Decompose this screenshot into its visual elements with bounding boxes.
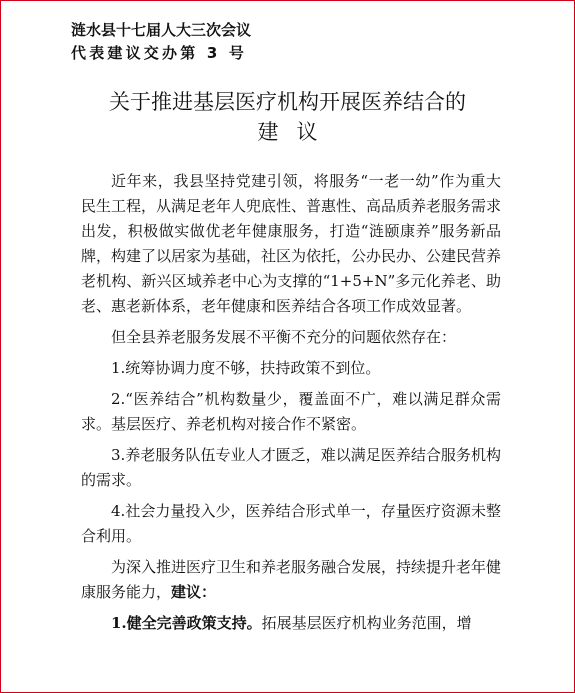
suggestion-lead-text: 为深入推进医疗卫生和养老服务融合发展，持续提升老年健康服务能力，: [81, 558, 502, 601]
paragraph-issue-2: 2.“医养结合”机构数量少，覆盖面不广，难以满足群众需求。基层医疗、养老机构对接合作不紧密。: [81, 390, 501, 433]
document-body: [81, 169, 501, 642]
suggestion-1-heading: 1.健全完善政策支持。: [111, 614, 262, 632]
header-line-2: 代表建议交办第 3 号: [71, 44, 248, 62]
title-line-2: 建议: [257, 120, 336, 144]
document-header: [71, 19, 251, 65]
suggestion-label: 建议：: [171, 583, 217, 601]
suggestion-1-text: 拓展基层医疗机构业务范围，增: [261, 614, 472, 632]
paragraph-issues-lead: 但全县养老服务发展不平衡不充分的问题依然存在：: [111, 328, 457, 346]
title-line-1: 关于推进基层医疗机构开展医养结合的: [109, 90, 466, 114]
paragraph-issue-4: 4.社会力量投入少，医养结合形式单一，存量医疗资源未整合利用。: [81, 502, 501, 545]
paragraph-intro: 近年来，我县坚持党建引领，将服务“一老一幼”作为重大民生工程，从满足老年人兜底性、普惠性、高品质养老服务需求出发，积极做实做优老年健康服务，打造“涟颐康养”服务新品牌，构建了以居家为基础，社区为依托，公办民办、公建民营养老机构、新兴区域养老中心为支撑的“1+5+N”多元化养老、助老、惠老新体系，老年健康和医养结合各项工作成效显著。: [81, 172, 502, 315]
paragraph-suggestion-lead: [81, 555, 501, 605]
paragraph-suggestion-1: [81, 611, 501, 636]
header-line-1: 涟水县十七届人大三次会议: [71, 21, 252, 39]
paragraph-issue-1: 1.统筹协调力度不够，扶持政策不到位。: [111, 359, 381, 377]
document-title: [1, 87, 574, 147]
paragraph-issue-3: 3.养老服务队伍专业人才匮乏，难以满足医养结合服务机构的需求。: [81, 446, 501, 489]
